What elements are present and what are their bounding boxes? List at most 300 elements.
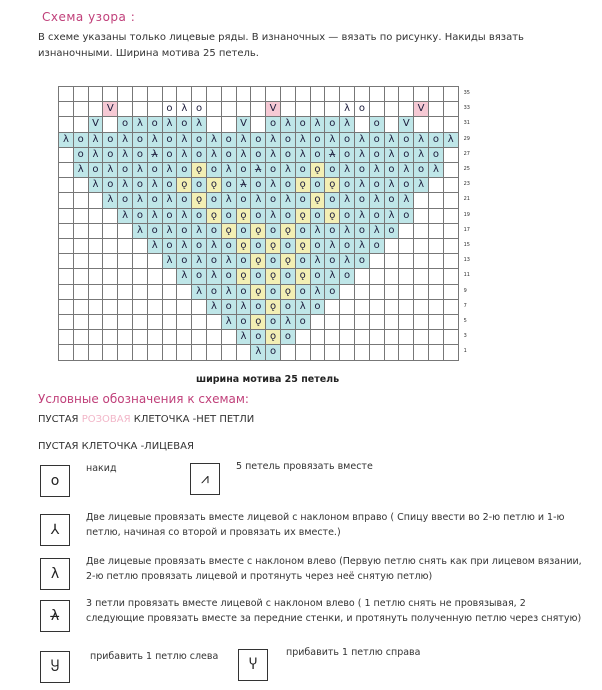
chart-cell: λ <box>398 192 414 208</box>
chart-cell: o <box>206 192 222 208</box>
chart-cell: o <box>310 299 326 315</box>
chart-cell: λ <box>147 177 163 193</box>
chart-cell <box>413 344 429 360</box>
chart-cell: o <box>354 101 370 117</box>
chart-cell: λ <box>310 253 326 269</box>
k3tog-left-text: 3 петли провязать вместе лицевой с наклоном влево ( 1 петлю снять не провязывая, 2 следующие провязать вместе за передние стенки, и протянуть полученную петлю через снятую) <box>86 598 582 624</box>
chart-cell <box>324 314 340 330</box>
chart-cell: ǫ <box>236 238 252 254</box>
chart-cell <box>354 284 370 300</box>
chart-cell <box>88 208 104 224</box>
chart-cell <box>176 284 192 300</box>
chart-cell: ǫ <box>295 177 311 193</box>
chart-cell: ǫ <box>236 208 252 224</box>
chart-cell: o <box>280 208 296 224</box>
row-number: 17 <box>463 226 470 233</box>
row-number: 9 <box>463 287 467 294</box>
chart-cell: o <box>280 268 296 284</box>
chart-cell <box>176 329 192 345</box>
chart-cell <box>354 329 370 345</box>
chart-cell <box>354 268 370 284</box>
chart-cell: ǫ <box>191 162 207 178</box>
chart-cell <box>147 284 163 300</box>
chart-cell <box>428 116 444 132</box>
chart-cell <box>413 116 429 132</box>
chart-cell <box>413 223 429 239</box>
chart-cell <box>206 314 222 330</box>
chart-cell <box>413 314 429 330</box>
chart-cell <box>117 223 133 239</box>
chart-cell: o <box>206 162 222 178</box>
chart-cell <box>162 314 178 330</box>
chart-cell <box>236 86 252 102</box>
chart-cell: o <box>132 208 148 224</box>
chart-cell: o <box>221 147 237 163</box>
chart-cell: o <box>191 147 207 163</box>
chart-cell <box>102 314 118 330</box>
chart-cell <box>73 177 89 193</box>
chart-cell: ǫ <box>236 268 252 284</box>
chart-cell: o <box>117 162 133 178</box>
chart-cell <box>443 147 459 163</box>
chart-cell <box>443 284 459 300</box>
chart-cell: o <box>295 284 311 300</box>
chart-cell: o <box>265 284 281 300</box>
chart-cell: o <box>339 208 355 224</box>
chart-cell: o <box>250 147 266 163</box>
chart-cell <box>206 101 222 117</box>
chart-cell <box>398 344 414 360</box>
chart-cell <box>384 284 400 300</box>
chart-cell <box>102 223 118 239</box>
row-number: 13 <box>463 257 470 264</box>
chart-cell: λ̶ <box>236 177 252 193</box>
chart-cell: ǫ <box>310 192 326 208</box>
chart-cell: o <box>280 238 296 254</box>
chart-cell: o <box>88 162 104 178</box>
chart-cell <box>324 299 340 315</box>
chart-cell <box>147 314 163 330</box>
chart-cell <box>339 329 355 345</box>
chart-cell: o <box>265 116 281 132</box>
chart-cell: o <box>310 238 326 254</box>
chart-cell: o <box>132 132 148 148</box>
chart-cell <box>88 314 104 330</box>
chart-cell <box>162 344 178 360</box>
chart-cell: o <box>236 223 252 239</box>
chart-cell: λ <box>117 208 133 224</box>
chart-cell <box>398 253 414 269</box>
chart-cell <box>147 329 163 345</box>
chart-cell <box>324 86 340 102</box>
chart-cell <box>250 86 266 102</box>
chart-cell: o <box>384 192 400 208</box>
chart-cell: λ <box>369 162 385 178</box>
chart-cell <box>443 253 459 269</box>
chart-cell: λ <box>206 299 222 315</box>
chart-cell: λ <box>354 177 370 193</box>
chart-cell <box>428 101 444 117</box>
chart-cell: o <box>162 238 178 254</box>
chart-cell: λ <box>339 192 355 208</box>
chart-cell: λ <box>265 177 281 193</box>
chart-cell <box>265 86 281 102</box>
row-number: 29 <box>463 135 470 142</box>
chart-cell: o <box>73 147 89 163</box>
chart-cell <box>443 223 459 239</box>
chart-cell <box>147 253 163 269</box>
chart-cell: o <box>369 177 385 193</box>
chart-cell <box>339 344 355 360</box>
chart-cell <box>443 86 459 102</box>
chart-cell <box>58 299 74 315</box>
chart-cell: o <box>295 253 311 269</box>
chart-cell <box>176 314 192 330</box>
row-number: 11 <box>463 272 470 279</box>
chart-cell: λ <box>295 147 311 163</box>
chart-cell <box>443 162 459 178</box>
chart-cell <box>398 299 414 315</box>
row-number: 1 <box>463 348 467 355</box>
chart-cell: o <box>221 132 237 148</box>
chart-cell: λ <box>102 162 118 178</box>
chart-cell: o <box>250 177 266 193</box>
chart-cell <box>102 268 118 284</box>
chart-cell <box>88 192 104 208</box>
chart-cell <box>398 284 414 300</box>
chart-cell: o <box>310 147 326 163</box>
chart-cell: λ <box>132 162 148 178</box>
chart-cell: λ <box>324 238 340 254</box>
chart-cell: o <box>73 132 89 148</box>
chart-cell <box>102 299 118 315</box>
chart-cell <box>58 314 74 330</box>
chart-cell <box>443 299 459 315</box>
chart-cell <box>132 329 148 345</box>
chart-cell: o <box>191 268 207 284</box>
chart-cell <box>73 223 89 239</box>
chart-cell <box>58 344 74 360</box>
chart-cell <box>413 192 429 208</box>
chart-cell <box>280 86 296 102</box>
chart-cell <box>88 253 104 269</box>
chart-cell: ǫ <box>324 177 340 193</box>
chart-cell <box>73 314 89 330</box>
chart-cell <box>58 192 74 208</box>
chart-cell: λ <box>250 192 266 208</box>
chart-cell: λ <box>236 147 252 163</box>
chart-cell: o <box>236 284 252 300</box>
chart-cell <box>413 329 429 345</box>
chart-cell <box>250 101 266 117</box>
yarn-over-symbol: o <box>40 465 70 497</box>
chart-cell: o <box>176 223 192 239</box>
chart-cell <box>176 86 192 102</box>
chart-cell <box>384 268 400 284</box>
chart-cell: o <box>132 147 148 163</box>
chart-cell <box>132 238 148 254</box>
chart-cell: λ <box>147 132 163 148</box>
chart-cell <box>221 86 237 102</box>
chart-cell <box>117 238 133 254</box>
chart-cell <box>310 314 326 330</box>
chart-cell: o <box>162 177 178 193</box>
chart-cell <box>221 344 237 360</box>
chart-cell <box>132 253 148 269</box>
k3tog-left-symbol: λ̶ <box>40 600 70 632</box>
chart-cell: λ <box>206 238 222 254</box>
chart-cell: o <box>324 192 340 208</box>
chart-cell <box>58 208 74 224</box>
chart-cell <box>280 101 296 117</box>
chart-cell <box>354 116 370 132</box>
chart-cell <box>428 238 444 254</box>
chart-cell <box>206 329 222 345</box>
chart-cell <box>384 329 400 345</box>
chart-cell: ǫ <box>250 223 266 239</box>
chart-cell <box>117 314 133 330</box>
chart-cell: o <box>250 132 266 148</box>
chart-cell <box>398 86 414 102</box>
legend-knit-note: ПУСТАЯ КЛЕТОЧКА -ЛИЦЕВАЯ <box>38 441 194 452</box>
chart-cell <box>73 192 89 208</box>
chart-cell: λ <box>176 132 192 148</box>
chart-cell: o <box>265 253 281 269</box>
chart-cell <box>191 314 207 330</box>
chart-cell: λ <box>147 238 163 254</box>
row-number: 23 <box>463 181 470 188</box>
chart-cell: λ <box>221 253 237 269</box>
chart-cell: λ <box>413 147 429 163</box>
chart-cell: λ <box>250 344 266 360</box>
chart-cell <box>428 223 444 239</box>
chart-cell <box>58 253 74 269</box>
chart-cell <box>147 86 163 102</box>
chart-cell: ǫ <box>221 223 237 239</box>
chart-cell: ǫ <box>280 284 296 300</box>
chart-cell <box>132 101 148 117</box>
chart-cell <box>369 268 385 284</box>
row-number: 3 <box>463 333 467 340</box>
chart-cell: o <box>265 223 281 239</box>
chart-cell: o <box>162 101 178 117</box>
chart-cell <box>162 86 178 102</box>
chart-cell: o <box>310 208 326 224</box>
chart-cell <box>428 284 444 300</box>
chart-cell <box>369 314 385 330</box>
chart-cell <box>369 344 385 360</box>
chart-cell <box>443 192 459 208</box>
chart-cell: ǫ <box>324 208 340 224</box>
chart-cell: λ <box>191 253 207 269</box>
chart-cell: o <box>206 223 222 239</box>
chart-cell: o <box>176 116 192 132</box>
chart-cell <box>117 268 133 284</box>
chart-cell <box>443 116 459 132</box>
chart-cell <box>191 329 207 345</box>
chart-cell <box>384 101 400 117</box>
chart-cell <box>117 284 133 300</box>
chart-cell: λ <box>280 116 296 132</box>
chart-cell <box>413 299 429 315</box>
chart-cell <box>102 329 118 345</box>
chart-cell <box>428 314 444 330</box>
chart-cell: o <box>206 284 222 300</box>
chart-cell: o <box>117 192 133 208</box>
chart-cell <box>295 329 311 345</box>
chart-cell: λ <box>339 101 355 117</box>
chart-cell: λ <box>132 192 148 208</box>
chart-cell: ǫ <box>280 253 296 269</box>
chart-cell <box>428 86 444 102</box>
chart-cell <box>339 86 355 102</box>
k2tog-left-text: Две лицевые провязать вместе с наклоном влево (Первую петлю снять как при лицевом вязании, 2-ю петлю провязать лицевой и протянуть через неё снятую петлю) <box>86 556 582 582</box>
chart-cell: λ <box>176 147 192 163</box>
chart-cell <box>339 314 355 330</box>
chart-cell: o <box>250 238 266 254</box>
chart-cell: o <box>398 177 414 193</box>
chart-cell: λ <box>413 177 429 193</box>
chart-cell <box>369 299 385 315</box>
chart-cell <box>73 101 89 117</box>
chart-cell: λ̶ <box>250 162 266 178</box>
chart-cell: λ <box>88 177 104 193</box>
legend-pink-note: ПУСТАЯ РОЗОВАЯ КЛЕТОЧКА -НЕТ ПЕТЛИ <box>38 414 255 425</box>
row-number: 7 <box>463 302 467 309</box>
chart-cell: λ <box>339 223 355 239</box>
chart-cell <box>132 284 148 300</box>
row-number: 31 <box>463 120 470 127</box>
chart-cell <box>324 101 340 117</box>
five-together-symbol: ⩘ <box>190 463 220 495</box>
chart-cell: V <box>413 101 429 117</box>
chart-cell <box>73 253 89 269</box>
chart-cell <box>413 208 429 224</box>
chart-cell: o <box>354 223 370 239</box>
chart-cell: o <box>250 268 266 284</box>
chart-cell <box>384 253 400 269</box>
chart-cell: o <box>162 132 178 148</box>
chart-cell <box>354 344 370 360</box>
chart-cell: o <box>280 147 296 163</box>
chart-cell: o <box>354 192 370 208</box>
chart-cell: o <box>354 253 370 269</box>
increase-right-symbol: Ⴤ <box>238 649 268 681</box>
chart-cell: o <box>339 132 355 148</box>
chart-cell: o <box>398 208 414 224</box>
chart-cell <box>384 299 400 315</box>
chart-cell: λ <box>354 132 370 148</box>
chart-cell: o <box>221 299 237 315</box>
chart-cell: o <box>147 192 163 208</box>
chart-cell <box>88 101 104 117</box>
chart-cell: V <box>102 101 118 117</box>
chart-cell <box>132 86 148 102</box>
chart-cell: o <box>221 177 237 193</box>
chart-cell <box>88 238 104 254</box>
chart-cell: λ <box>176 208 192 224</box>
chart-cell: ǫ <box>295 268 311 284</box>
chart-cell: o <box>265 192 281 208</box>
chart-cell: λ <box>191 223 207 239</box>
chart-cell <box>221 116 237 132</box>
chart-cell: o <box>354 162 370 178</box>
chart-cell: λ <box>102 192 118 208</box>
chart-cell: λ <box>369 192 385 208</box>
chart-cell <box>324 344 340 360</box>
chart-cell: ǫ <box>295 208 311 224</box>
chart-cell: o <box>428 132 444 148</box>
chart-cell <box>236 101 252 117</box>
chart-cell: ǫ <box>206 177 222 193</box>
chart-cell <box>428 253 444 269</box>
chart-cell: V <box>88 116 104 132</box>
chart-cell <box>443 238 459 254</box>
chart-cell: o <box>265 314 281 330</box>
chart-cell: o <box>324 253 340 269</box>
chart-cell <box>206 86 222 102</box>
chart-cell: λ̶ <box>324 147 340 163</box>
chart-cell: ǫ <box>265 238 281 254</box>
chart-cell: λ <box>221 192 237 208</box>
chart-cell <box>102 86 118 102</box>
chart-cell: o <box>413 162 429 178</box>
chart-cell: o <box>428 147 444 163</box>
chart-cell: λ <box>265 132 281 148</box>
chart-cell <box>354 314 370 330</box>
row-number: 15 <box>463 242 470 248</box>
chart-cell <box>384 344 400 360</box>
chart-cell <box>339 284 355 300</box>
chart-cell: ǫ <box>250 253 266 269</box>
chart-cell: o <box>176 162 192 178</box>
chart-cell: o <box>265 162 281 178</box>
chart-cell: λ̶ <box>147 147 163 163</box>
chart-cell: o <box>339 177 355 193</box>
chart-cell <box>443 101 459 117</box>
chart-cell <box>354 299 370 315</box>
legend-title: Условные обозначения к схемам: <box>38 392 249 406</box>
chart-cell <box>354 86 370 102</box>
row-number: 33 <box>463 105 470 112</box>
chart-cell: ǫ <box>265 268 281 284</box>
chart-cell <box>398 101 414 117</box>
chart-cell: λ <box>176 101 192 117</box>
chart-cell: o <box>324 223 340 239</box>
five-together-text: 5 петель провязать вместе <box>236 461 373 472</box>
chart-cell: o <box>221 208 237 224</box>
chart-cell: o <box>236 253 252 269</box>
chart-cell: λ <box>176 238 192 254</box>
row-number: 19 <box>463 211 470 218</box>
chart-cell: o <box>369 147 385 163</box>
chart-cell: λ <box>117 147 133 163</box>
chart-cell <box>250 116 266 132</box>
chart-cell <box>88 329 104 345</box>
chart-cell: o <box>162 147 178 163</box>
chart-cell: λ <box>295 299 311 315</box>
chart-cell: o <box>206 253 222 269</box>
chart-cell <box>88 299 104 315</box>
chart-cell <box>443 344 459 360</box>
chart-caption: ширина мотива 25 петель <box>196 374 340 385</box>
row-number: 25 <box>463 166 470 172</box>
chart-cell: ǫ <box>250 314 266 330</box>
chart-cell <box>443 329 459 345</box>
chart-cell: λ <box>162 192 178 208</box>
chart-cell: ǫ <box>265 329 281 345</box>
chart-cell: o <box>191 132 207 148</box>
